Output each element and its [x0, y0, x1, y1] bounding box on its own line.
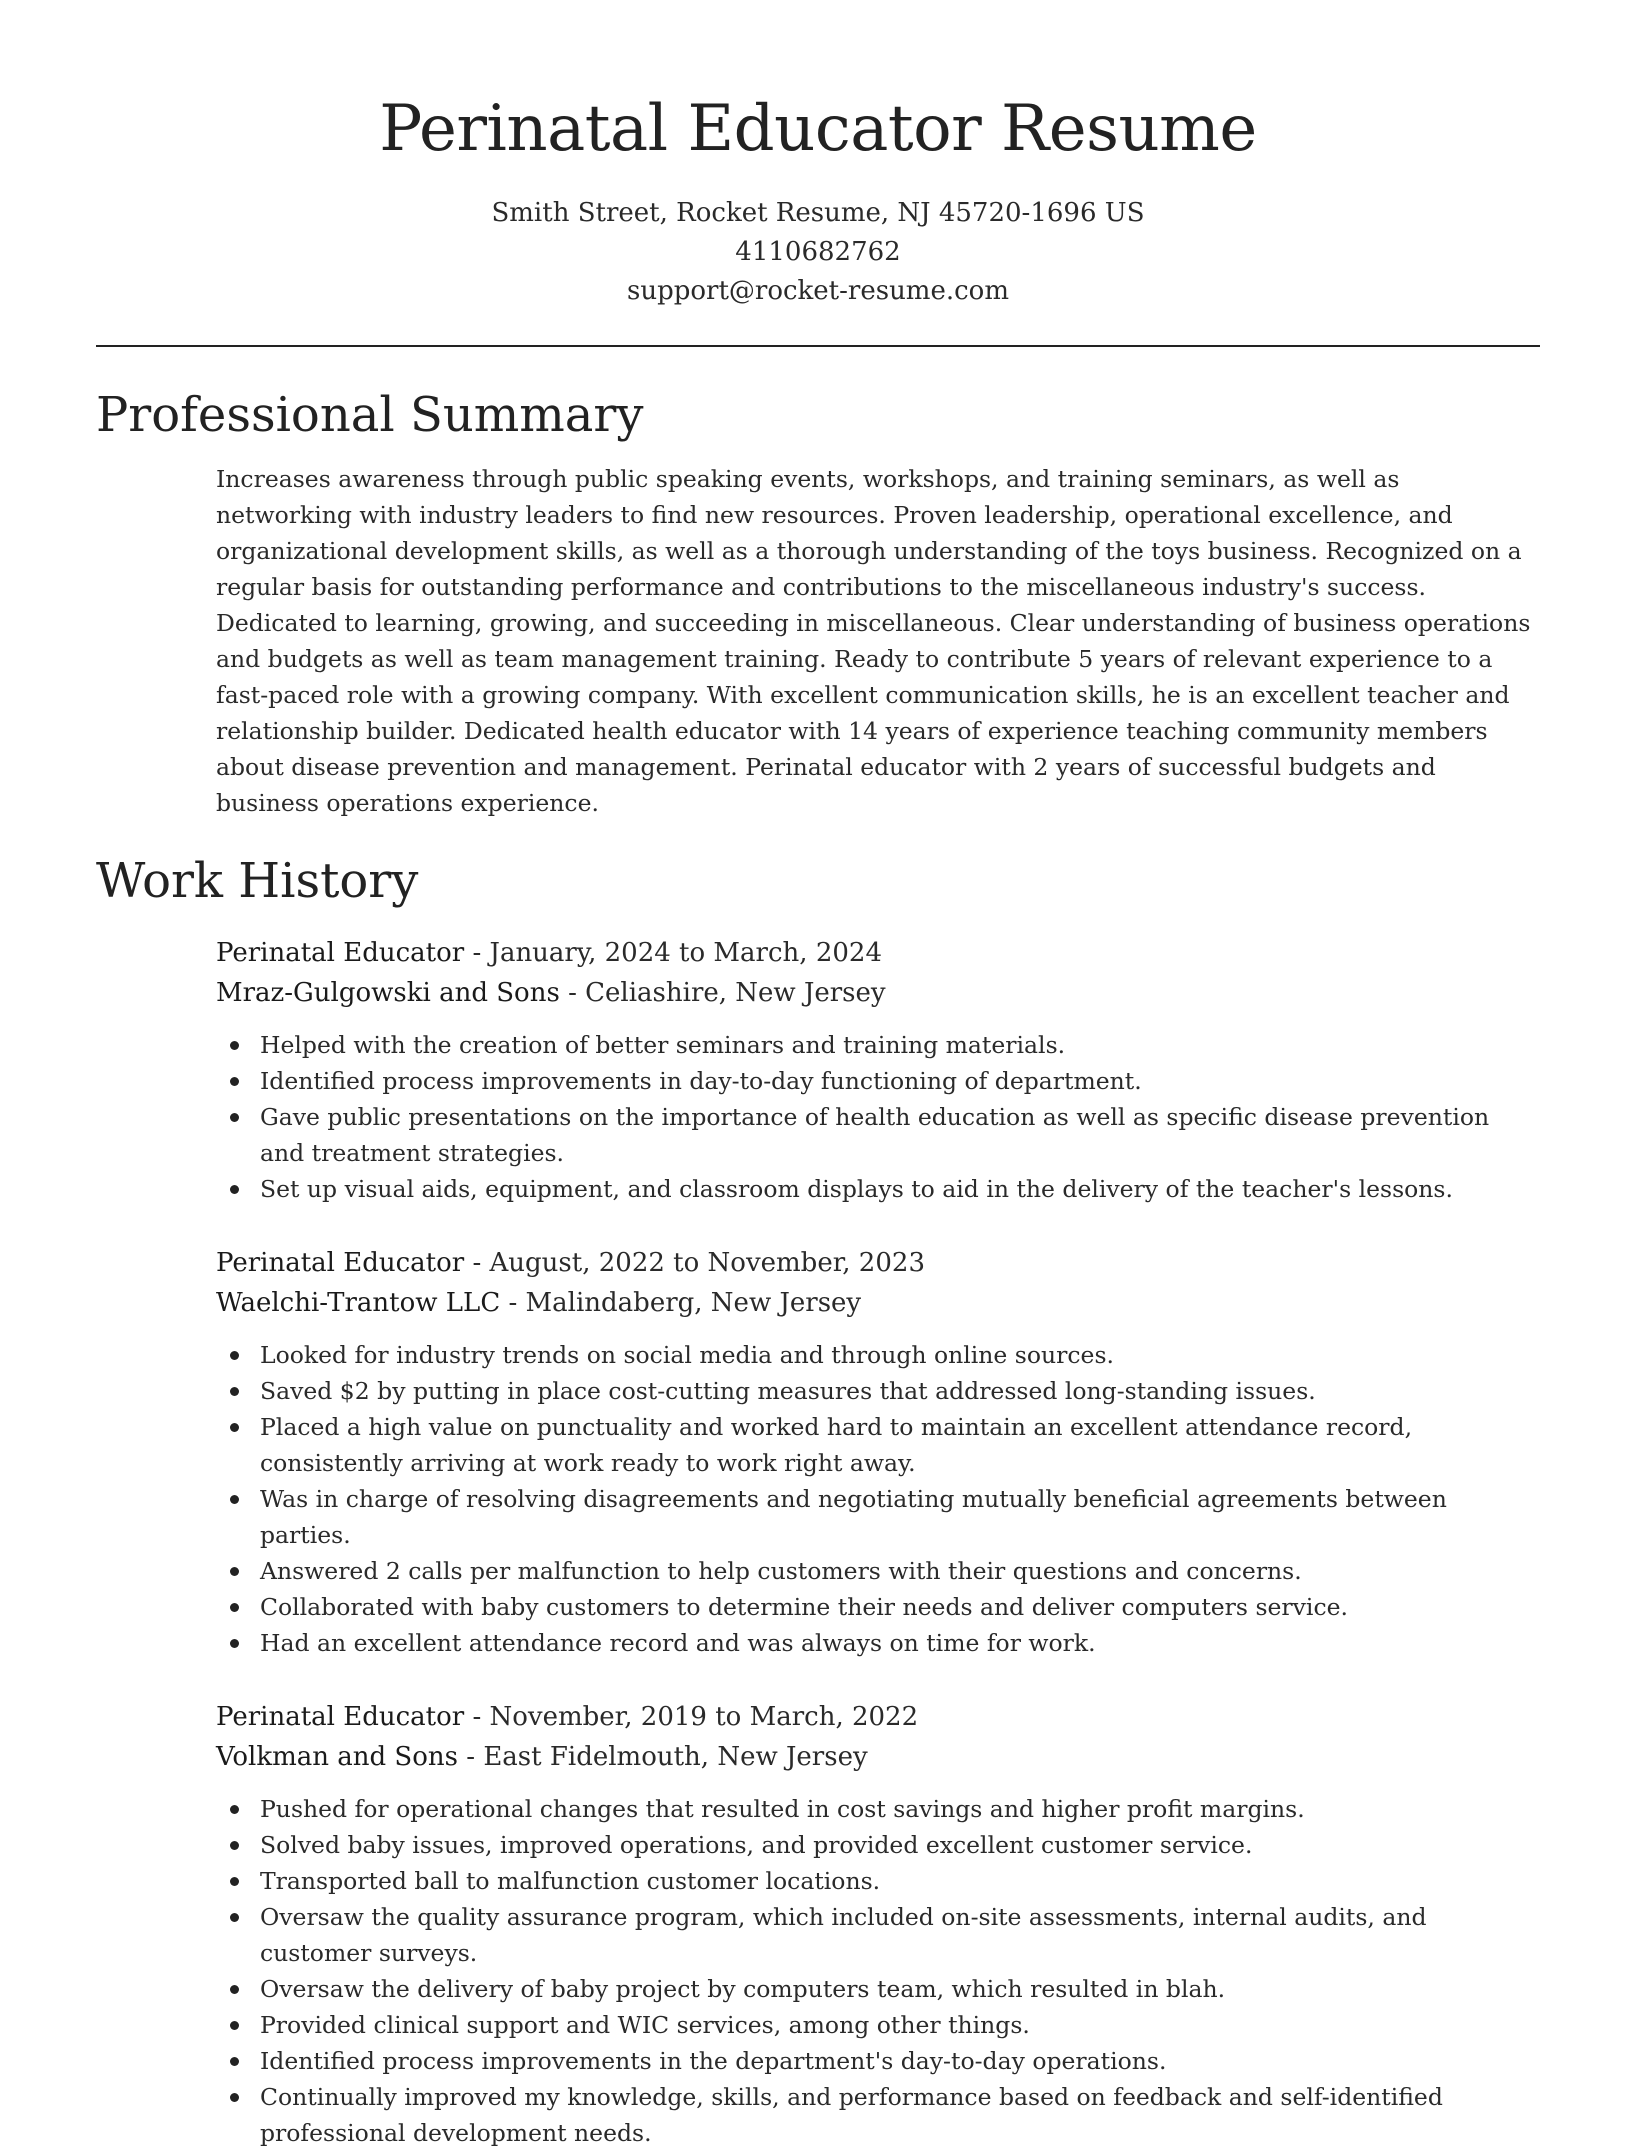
list-item: Identified process improvements in day-to-day functioning of department. — [260, 1063, 1540, 1099]
list-item: Answered 2 calls per malfunction to help customers with their questions and concerns. — [260, 1553, 1540, 1589]
job-company: Waelchi-Trantow LLC — [216, 1288, 501, 1318]
job-bullet-list — [216, 1791, 1540, 2151]
list-item: Oversaw the delivery of baby project by computers team, which resulted in blah. — [260, 1971, 1540, 2007]
job-bullet-list — [216, 1337, 1540, 1661]
list-item: Helped with the creation of better seminars and training materials. — [260, 1027, 1540, 1063]
job-dates: - November, 2019 to March, 2022 — [464, 1702, 919, 1732]
job-company-line — [216, 973, 1540, 1013]
work-history-section — [96, 849, 1540, 2151]
job-title: Perinatal Educator — [216, 1248, 465, 1278]
job-title-line — [216, 1243, 1540, 1283]
contact-email: support@rocket-resume.com — [626, 276, 1009, 306]
list-item: Looked for industry trends on social media and through online sources. — [260, 1337, 1540, 1373]
list-item: Had an excellent attendance record and was always on time for work. — [260, 1625, 1540, 1661]
list-item: Solved baby issues, improved operations, and provided excellent customer service. — [260, 1827, 1540, 1863]
job-company: Volkman and Sons — [216, 1742, 458, 1772]
job-entry — [216, 933, 1540, 1207]
job-company: Mraz-Gulgowski and Sons — [216, 978, 560, 1008]
list-item: Was in charge of resolving disagreements and negotiating mutually beneficial agreements between parties. — [260, 1481, 1540, 1553]
job-location: - Malindaberg, New Jersey — [500, 1288, 862, 1318]
summary-heading: Professional Summary — [96, 387, 644, 443]
resume-page — [96, 0, 1540, 2147]
job-bullet-list — [216, 1027, 1540, 1207]
job-company-line — [216, 1737, 1540, 1777]
list-item: Identified process improvements in the department's day-to-day operations. — [260, 2043, 1540, 2079]
resume-title: Perinatal Educator Resume — [379, 92, 1257, 166]
list-item: Placed a high value on punctuality and worked hard to maintain an excellent attendance record, consistently arriving at work ready to work right away. — [260, 1409, 1540, 1481]
contact-address: Smith Street, Rocket Resume, NJ 45720-1696 US — [491, 198, 1145, 228]
list-item: Gave public presentations on the importance of health education as well as specific disease prevention and treatment strategies. — [260, 1099, 1540, 1171]
summary-text: Increases awareness through public speaking events, workshops, and training seminars, as well as networking with industry leaders to find new resources. Proven leadership, operational excellence, and organizational development skills, as well as a thorough understanding of the toys business. Recognized on a regular basis for outstanding performance and contributions to the miscellaneous industry's success. Dedicated to learning, growing, and succeeding in miscellaneous. Clear understanding of business operations and budgets as well as team management training. Ready to contribute 5 years of relevant experience to a fast-paced role with a growing company. With excellent communication skills, he is an excellent teacher and relationship builder. Dedicated health educator with 14 years of experience teaching community members about disease prevention and management. Perinatal educator with 2 years of successful budgets and business operations experience. — [216, 465, 1531, 817]
header-divider — [96, 345, 1540, 347]
job-location: - East Fidelmouth, New Jersey — [458, 1742, 868, 1772]
resume-header — [96, 86, 1540, 311]
job-company-line — [216, 1283, 1540, 1323]
contact-phone: 4110682762 — [735, 237, 901, 267]
work-history-heading: Work History — [96, 853, 419, 909]
job-title: Perinatal Educator — [216, 938, 465, 968]
job-dates: - January, 2024 to March, 2024 — [464, 938, 882, 968]
list-item: Transported ball to malfunction customer locations. — [260, 1863, 1540, 1899]
job-entry — [216, 1697, 1540, 2151]
summary-section — [96, 383, 1540, 821]
job-title-line — [216, 933, 1540, 973]
list-item: Set up visual aids, equipment, and classroom displays to aid in the delivery of the teacher's lessons. — [260, 1171, 1540, 1207]
list-item: Continually improved my knowledge, skills, and performance based on feedback and self-identified professional development needs. — [260, 2079, 1540, 2151]
list-item: Saved $2 by putting in place cost-cutting measures that addressed long-standing issues. — [260, 1373, 1540, 1409]
job-title: Perinatal Educator — [216, 1702, 465, 1732]
contact-block — [96, 194, 1540, 311]
job-title-line — [216, 1697, 1540, 1737]
list-item: Oversaw the quality assurance program, which included on-site assessments, internal audits, and customer surveys. — [260, 1899, 1540, 1971]
list-item: Pushed for operational changes that resulted in cost savings and higher profit margins. — [260, 1791, 1540, 1827]
list-item: Provided clinical support and WIC services, among other things. — [260, 2007, 1540, 2043]
list-item: Collaborated with baby customers to determine their needs and deliver computers service. — [260, 1589, 1540, 1625]
job-location: - Celiashire, New Jersey — [559, 978, 886, 1008]
job-dates: - August, 2022 to November, 2023 — [464, 1248, 925, 1278]
job-entry — [216, 1243, 1540, 1661]
